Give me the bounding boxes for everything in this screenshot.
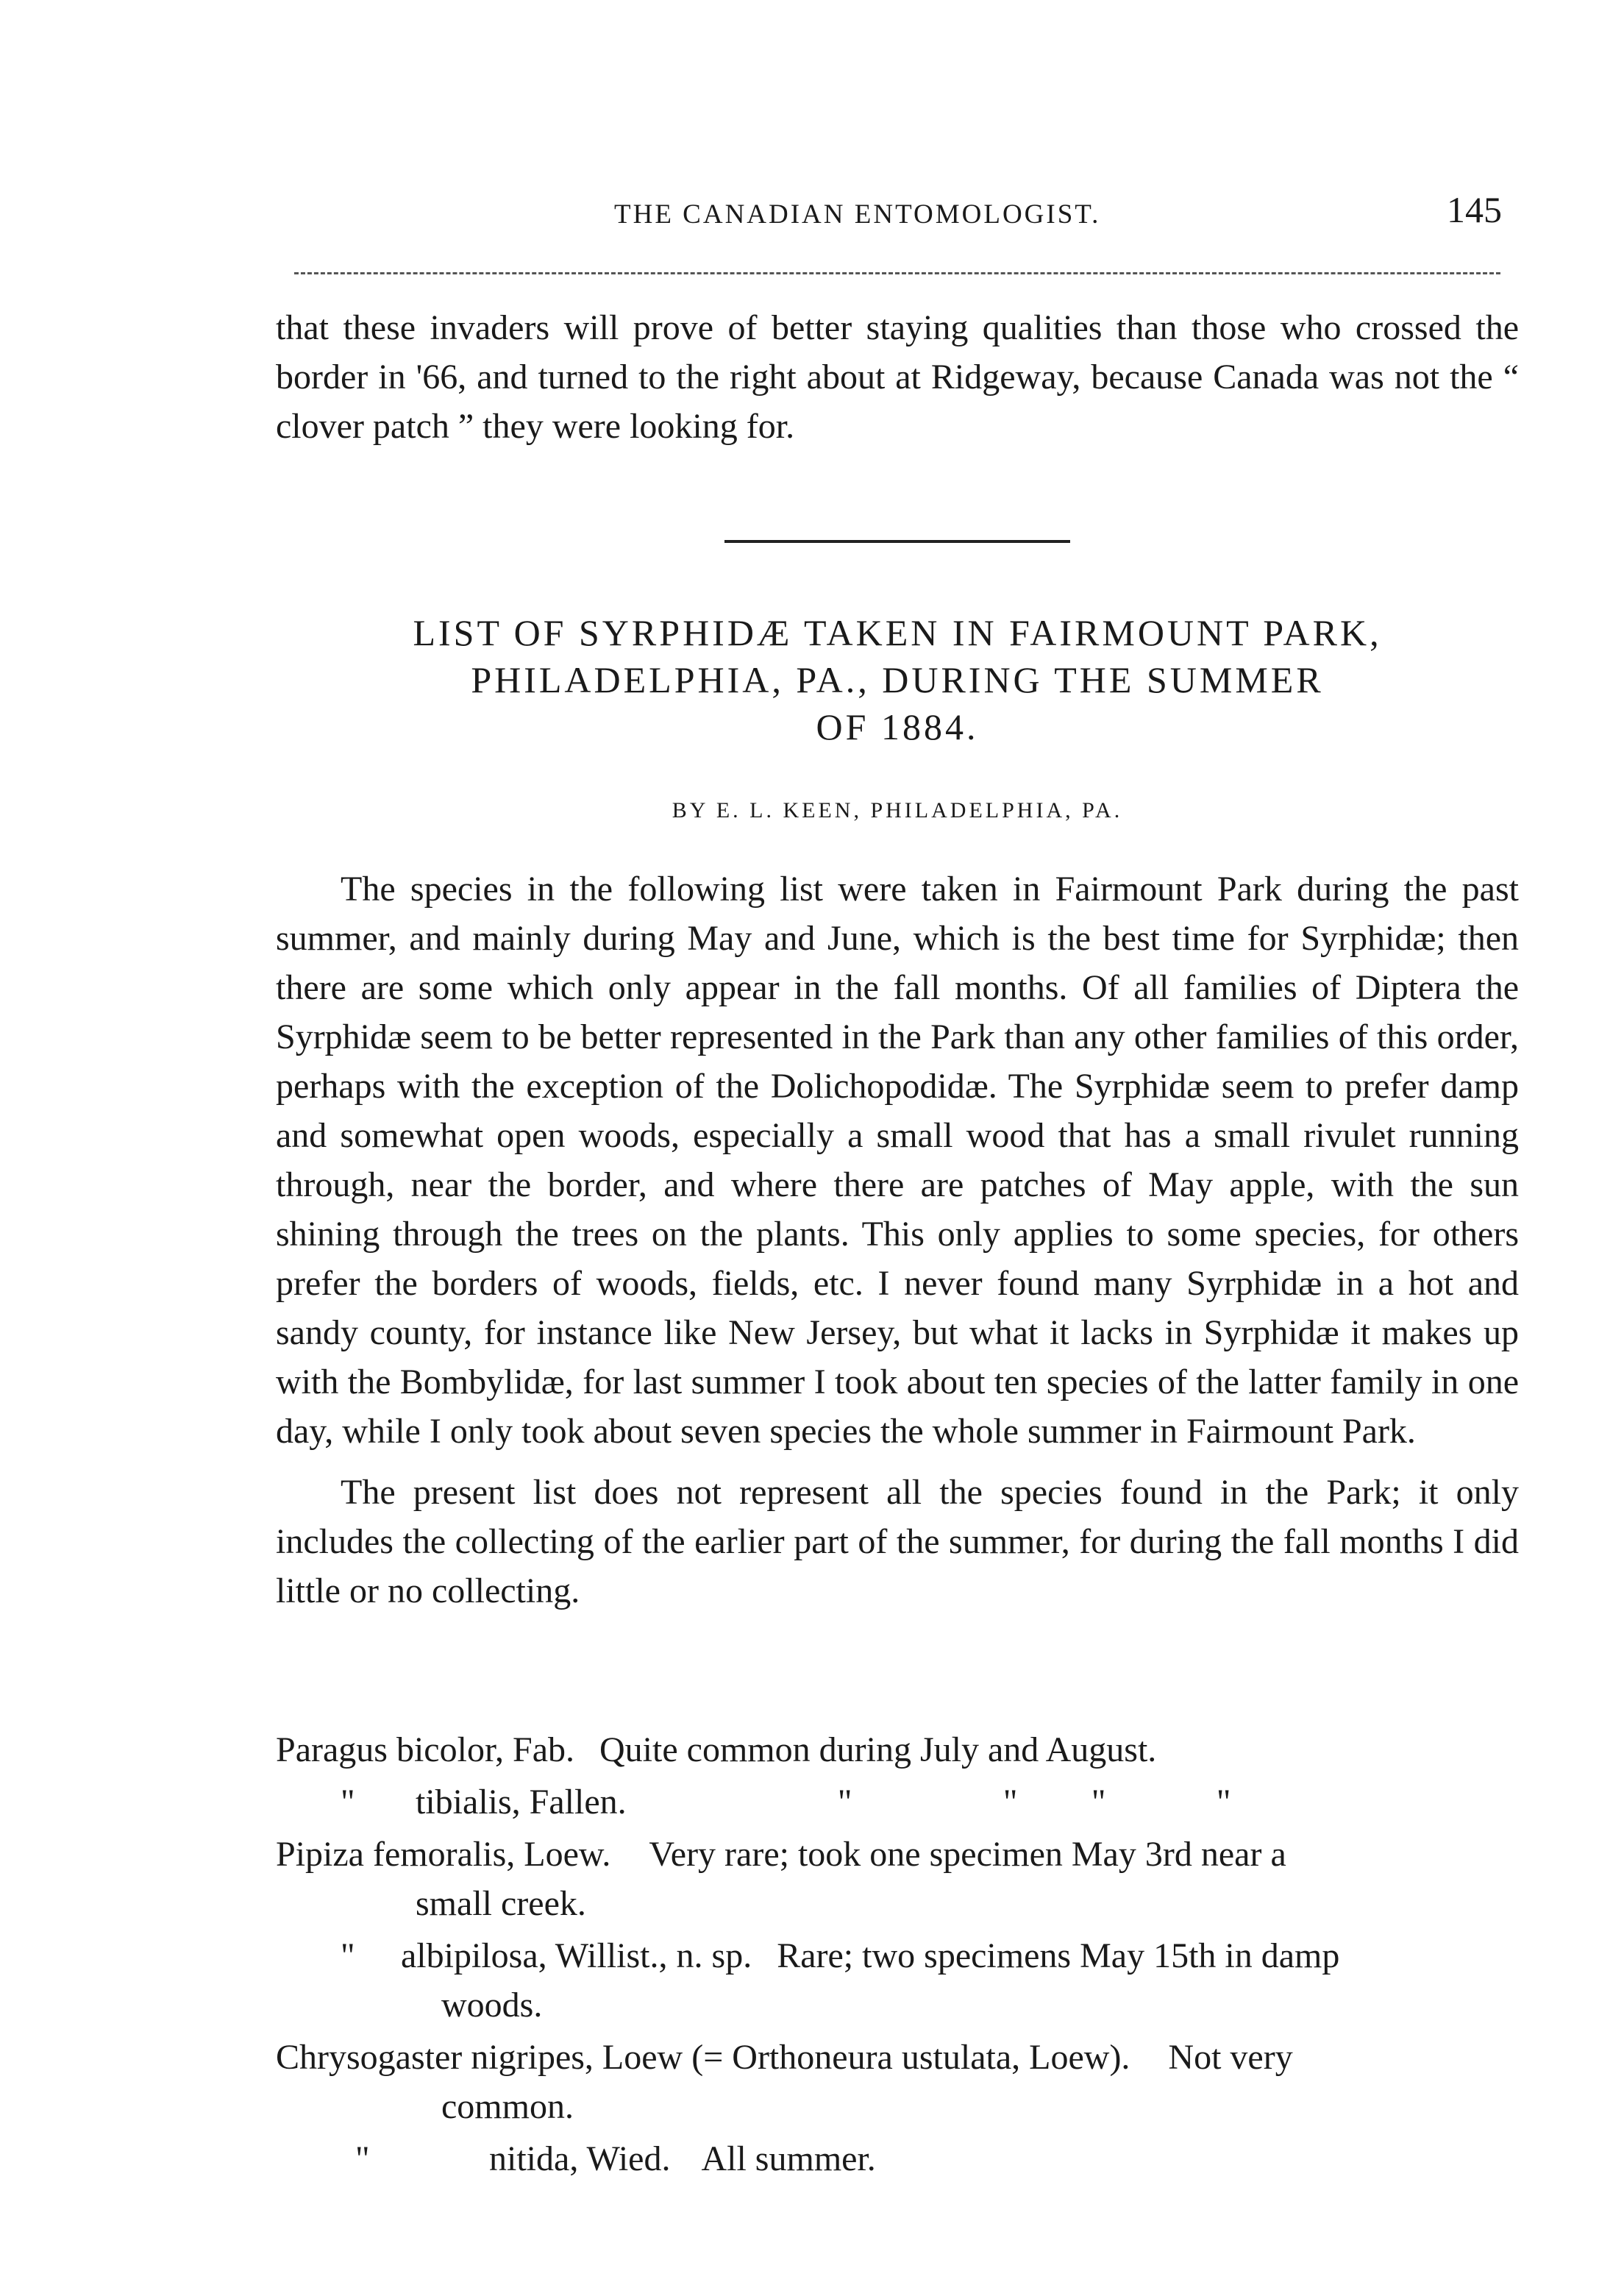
ditto-mark: " [1091,1783,1106,1822]
species-name: albipilosa, Willist., n. sp. [401,1936,752,1975]
continuation-text: that these invaders will prove of better staying qualities than those who crossed the border in '66, and turned to the right about at Ridgeway, because Canada was not the “ clover patch ” they were looking for. [276,308,1519,446]
byline: BY E. L. KEEN, PHILADELPHIA, PA. [672,798,1123,822]
species-name: Chrysogaster nigripes, Loew (= Orthoneura ustulata, Loew). [276,2038,1130,2077]
species-name: nitida, Wied. [489,2139,671,2178]
section-divider [724,540,1070,543]
species-note: All summer. [701,2139,876,2178]
ditto-marks-row [724,1777,1305,1827]
ditto-mark: " [1216,1783,1231,1822]
species-entry [276,1777,1519,1827]
species-entry [276,1830,1519,1928]
ditto-mark: " [355,2139,370,2178]
species-note: Quite common during July and August. [599,1730,1157,1769]
species-entry [276,1931,1519,2030]
article-title [276,609,1519,750]
species-list [276,1725,1519,2186]
species-note-continued: common. [441,2087,574,2126]
continuation-paragraph [276,303,1519,451]
species-entry [276,2033,1519,2131]
ditto-mark: " [341,1936,355,1975]
species-note: Rare; two specimens May 15th in damp [777,1936,1340,1975]
header-rule [294,272,1500,274]
paragraph-2: The present list does not represent all the species found in the Park; it only includes the collecting of the earlier part of the summer, for during the fall months I did little or no collecting. [276,1473,1519,1610]
ditto-mark: " [341,1783,355,1822]
intro-text [276,864,1519,1627]
paragraph-1: The species in the following list were taken in Fairmount Park during the past summer, and mainly during May and June, which is the best time for Syrphidæ; then there are some which only appear in the fall months. Of all families of Diptera the Syrphidæ seem to be better represented in the Park than any other families of this order, perhaps with the exception of the Dolichopodidæ. The Syrphidæ seem to prefer damp and somewhat open woods, especially a small wood that has a small rivulet running through, near the border, and where there are patches of May apple, with the sun shining through the trees on the plants. This only applies to some species, for others prefer the borders of woods, fields, etc. I never found many Syrphidæ in a hot and sandy county, for instance like New Jersey, but what it lacks in Syrphidæ it makes up with the Bombylidæ, for last summer I took about ten species of the latter family in one day, while I only took about seven species the whole summer in Fairmount Park. [276,870,1519,1451]
species-note: Very rare; took one specimen May 3rd near a [649,1835,1286,1874]
species-note: Not very [1168,2038,1293,2077]
species-name: Pipiza femoralis, Loew. [276,1835,611,1874]
ditto-mark: " [837,1783,852,1822]
title-line-3: OF 1884. [816,706,979,747]
page-number: 145 [1447,189,1502,230]
species-name: Paragus bicolor, Fab. [276,1730,575,1769]
species-entry [276,2134,1519,2183]
species-note-continued: small creek. [416,1884,586,1923]
species-name: tibialis, Fallen. [416,1783,627,1822]
species-entry [276,1725,1519,1774]
ditto-mark: " [1002,1783,1018,1822]
species-note-continued: woods. [441,1986,543,2025]
running-head [279,189,1508,244]
title-line-2: PHILADELPHIA, PA., DURING THE SUMMER [471,659,1324,700]
title-line-1: LIST OF SYRPHIDÆ TAKEN IN FAIRMOUNT PARK, [413,612,1382,653]
running-title: THE CANADIAN ENTOMOLOGIST. [614,199,1101,230]
